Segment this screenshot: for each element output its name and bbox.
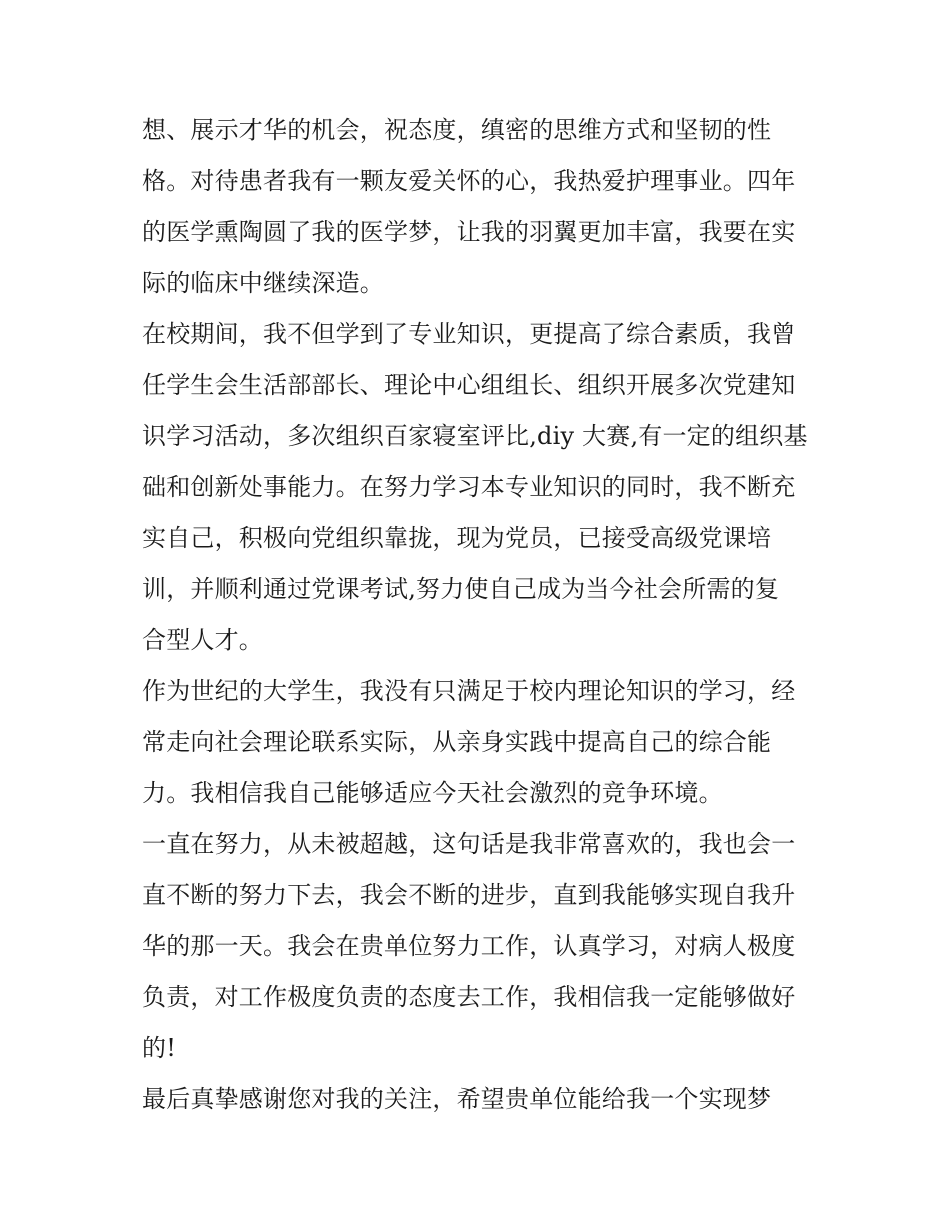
text-line: 作为世纪的大学生，我没有只满足于校内理论知识的学习，经 [142,677,796,705]
text-line: 力。我相信我自己能够适应今天社会激烈的竞争环境。 [142,779,723,807]
text-line: 格。对待患者我有一颗友爱关怀的心，我热爱护理事业。四年 [142,167,796,195]
text-line: 华的那一天。我会在贵单位努力工作，认真学习，对病人极度 [142,932,796,960]
text-line: 直不断的努力下去，我会不断的进步，直到我能够实现自我升 [142,881,796,909]
text-line: 最后真挚感谢您对我的关注，希望贵单位能给我一个实现梦 [142,1085,772,1113]
text-line: 任学生会生活部部长、理论中心组组长、组织开展多次党建知 [142,371,796,399]
text-line: 的! [142,1034,177,1062]
text-line: 际的临床中继续深造。 [142,269,384,297]
text-line: 在校期间，我不但学到了专业知识，更提高了综合素质，我曾 [142,320,796,348]
text-line: 常走向社会理论联系实际，从亲身实践中提高自己的综合能 [142,728,772,756]
text-line: 的医学熏陶圆了我的医学梦，让我的羽翼更加丰富，我要在实 [142,218,796,246]
text-line: 想、展示才华的机会，祝态度，缜密的思维方式和坚韧的性 [142,116,772,144]
text-line: 识学习活动，多次组织百家寝室评比,diy 大赛,有一定的组织基 [142,422,808,450]
text-line: 一直在努力，从未被超越，这句话是我非常喜欢的，我也会一 [142,830,796,858]
text-line: 训，并顺利通过党课考试,努力使自己成为当今社会所需的复 [142,575,780,603]
text-line: 实自己，积极向党组织靠拢，现为党员，已接受高级党课培 [142,524,772,552]
text-line: 础和创新处事能力。在努力学习本专业知识的同时，我不断充 [142,473,796,501]
text-line: 合型人才。 [142,626,263,654]
text-line: 负责，对工作极度负责的态度去工作，我相信我一定能够做好 [142,983,796,1011]
